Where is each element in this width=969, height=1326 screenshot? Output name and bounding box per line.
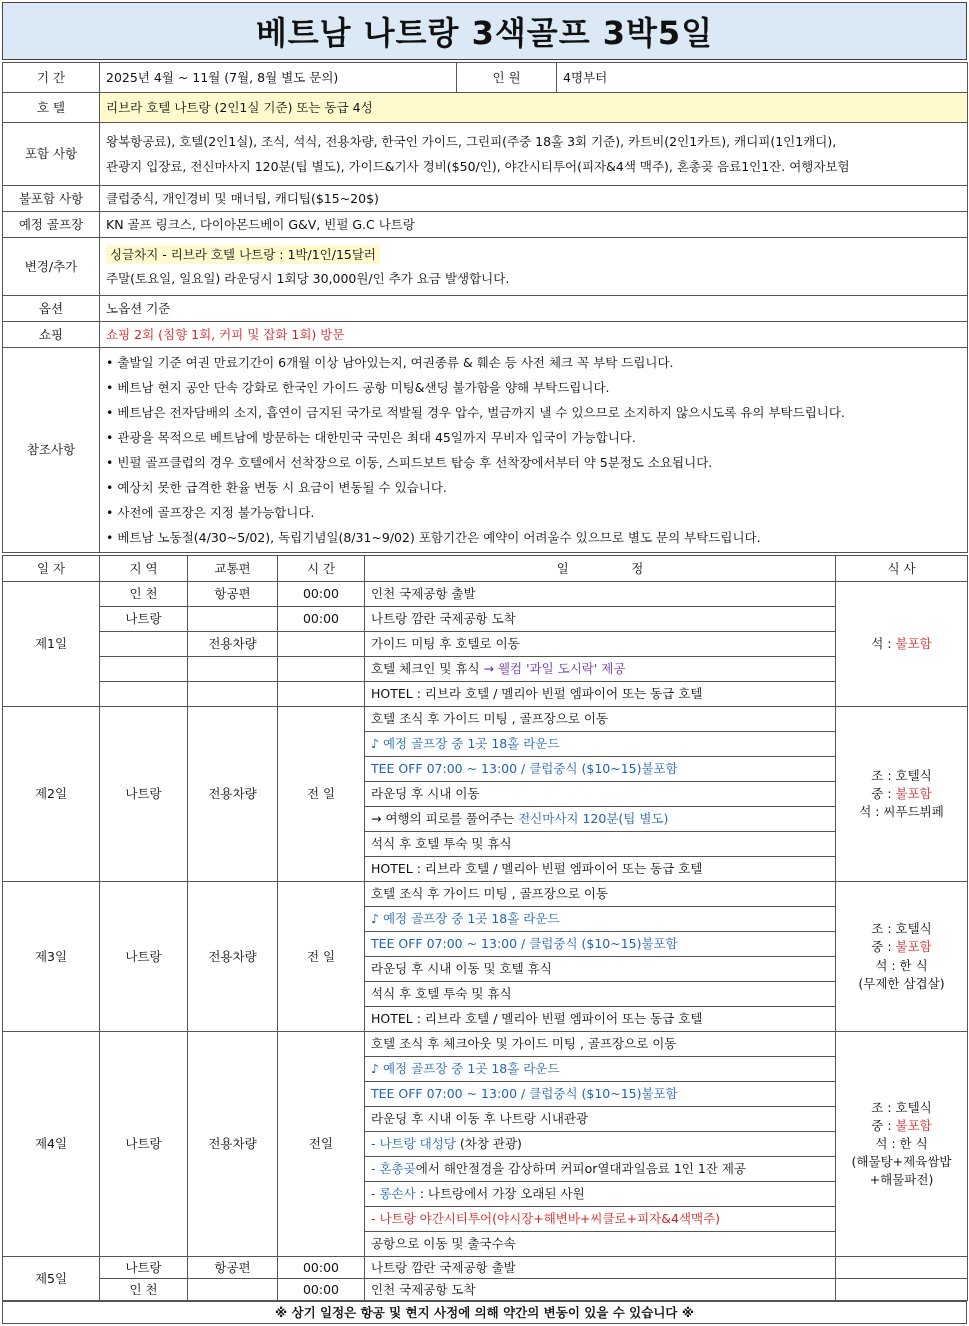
option-label: 옵션 [3, 296, 100, 322]
day2-label: 제2일 [3, 707, 100, 882]
day4-plan: 호텔 조식 후 체크아웃 및 가이드 미팅 , 골프장으로 이동 [365, 1032, 836, 1057]
music-note-icon: ♪ [371, 736, 379, 752]
day1-plan: 나트랑 깜란 국제공항 도착 [365, 607, 836, 632]
golf-course-label: 예정 골프장 [3, 212, 100, 238]
plan-highlight: 전신마사지 120분(팁 별도) [518, 811, 669, 827]
people-value: 4명부터 [557, 63, 968, 93]
plan-text: 예정 골프장 중 1곳 18홀 라운드 [382, 911, 560, 927]
day3-time: 전 일 [278, 882, 365, 1032]
day3-plan: 석식 후 호텔 투숙 및 휴식 [365, 982, 836, 1007]
day1-plan: 인천 국제공항 출발 [365, 582, 836, 607]
day3-plan: HOTEL : 리브라 호텔 / 멜리아 빈펄 엠파이어 또는 동급 호텔 [365, 1007, 836, 1032]
included-label: 포함 사항 [3, 123, 100, 186]
day2-plan [365, 732, 836, 757]
day4-time: 전일 [278, 1032, 365, 1257]
notes-label: 참조사항 [3, 348, 100, 553]
single-charge-note: 싱글차지 - 리브라 호텔 나트랑 : 1박/1인/15달러 [106, 245, 380, 264]
day1-time: 00:00 [278, 607, 365, 632]
header-time: 시 간 [278, 556, 365, 582]
included-value [100, 123, 968, 186]
day2-plan [365, 807, 836, 832]
plan-highlight: → 웰컴 '과일 도시락' 제공 [483, 661, 626, 677]
schedule-table [2, 555, 968, 1301]
day1-time: 00:00 [278, 582, 365, 607]
dinner-detail: (무제한 삼겹살) [858, 975, 945, 991]
day4-plan: 라운딩 후 시내 이동 후 나트랑 시내관광 [365, 1107, 836, 1132]
dinner: 석 : 한 식 [875, 957, 928, 973]
excluded-label: 불포함 사항 [3, 186, 100, 212]
golf-course-value: KN 골프 링크스, 다이아몬드베이 G&V, 빈펄 G.C 나트랑 [100, 212, 968, 238]
day4-plan: 공항으로 이동 및 출국수속 [365, 1232, 836, 1257]
note-item: • 베트남은 전자담배의 소지, 흡연이 금지된 국가로 적발될 경우 압수, 벌금까지 낼 수 있으므로 소지하지 않으시도록 유의 부탁드립니다. [106, 400, 961, 425]
plan-text: 예정 골프장 중 1곳 18홀 라운드 [382, 1061, 560, 1077]
day1-transport: 항공편 [188, 582, 278, 607]
note-item: • 사전에 골프장은 지정 불가능합니다. [106, 500, 961, 525]
day2-meal [836, 707, 968, 882]
note-item: • 출발일 기준 여권 만료기간이 6개월 이상 남아있는지, 여권종류 & 훼손 등 사전 체크 꼭 부탁 드립니다. [106, 350, 961, 375]
day1-meal [836, 582, 968, 707]
day5-region: 나트랑 [100, 1257, 188, 1279]
note-item: • 관광을 목적으로 베트남에 방문하는 대한민국 국민은 최대 45일까지 무비자 입국이 가능합니다. [106, 425, 961, 450]
day5-transport [188, 1279, 278, 1301]
day5-plan: 인천 국제공항 도착 [365, 1279, 836, 1301]
plan-text: → 여행의 피로를 풀어주는 [371, 811, 519, 827]
day1-time [278, 657, 365, 682]
day4-plan: - 나트랑 야간시티투어(야시장+해변바+씨클로+피자&4색맥주) [365, 1207, 836, 1232]
change-label: 변경/추가 [3, 238, 100, 296]
included-line-2: 관광지 입장료, 전신마사지 120분(팁 별도), 가이드&기사 경비($50/인), 야간시티투어(피자&4색 맥주), 혼총곶 음료1인1잔. 여행자보험 [106, 159, 850, 174]
day5-transport: 항공편 [188, 1257, 278, 1279]
music-note-icon: ♪ [371, 1061, 379, 1077]
plan-text: 호텔 체크인 및 휴식 [371, 661, 484, 677]
day1-plan: 가이드 미팅 후 호텔로 이동 [365, 632, 836, 657]
music-note-icon: ♪ [371, 911, 379, 927]
lunch-label: 중 : [871, 785, 896, 801]
lunch-label: 중 : [871, 939, 896, 955]
day2-plan: 라운딩 후 시내 이동 [365, 782, 836, 807]
day1-region [100, 632, 188, 657]
plan-text: (차창 관광) [455, 1136, 522, 1152]
breakfast: 조 : 호텔식 [871, 1099, 932, 1115]
day3-plan [365, 907, 836, 932]
day1-transport [188, 607, 278, 632]
day3-meal [836, 882, 968, 1032]
period-label: 기 간 [3, 63, 100, 93]
dinner: 석 : 한 식 [875, 1135, 928, 1151]
shopping-value: 쇼핑 2회 (침향 1회, 커피 및 잡화 1회) 방문 [100, 322, 968, 348]
day2-plan: HOTEL : 리브라 호텔 / 멜리아 빈펄 엠파이어 또는 동급 호텔 [365, 857, 836, 882]
day1-plan [365, 657, 836, 682]
day4-plan [365, 1057, 836, 1082]
day2-plan: TEE OFF 07:00 ~ 13:00 / 클럽중식 ($10~15)불포함 [365, 757, 836, 782]
dinner: 석 : 씨푸드뷔페 [859, 804, 944, 820]
plan-highlight: - 나트랑 대성당 [371, 1136, 456, 1152]
lunch-value: 불포함 [895, 1117, 932, 1133]
lunch [842, 1117, 961, 1135]
day4-region: 나트랑 [100, 1032, 188, 1257]
day4-label: 제4일 [3, 1032, 100, 1257]
day2-plan: 석식 후 호텔 투숙 및 휴식 [365, 832, 836, 857]
day3-transport: 전용차량 [188, 882, 278, 1032]
note-item: • 베트남 현지 공안 단속 강화로 한국인 가이드 공항 미팅&샌딩 불가함을 양해 부탁드립니다. [106, 375, 961, 400]
day2-region: 나트랑 [100, 707, 188, 882]
period-value: 2025년 4월 ~ 11월 (7월, 8월 별도 문의) [100, 63, 457, 93]
excluded-value: 클럽중식, 개인경비 및 매너팁, 캐디팁($15~20$) [100, 186, 968, 212]
day3-plan: TEE OFF 07:00 ~ 13:00 / 클럽중식 ($10~15)불포함 [365, 932, 836, 957]
footer-notice: ※ 상기 일정은 항공 및 현지 사정에 의해 약간의 변동이 있을 수 있습니다 ※ [2, 1301, 967, 1324]
day1-transport [188, 657, 278, 682]
hotel-value: 리브라 호텔 나트랑 (2인1실 기준) 또는 동급 4성 [100, 93, 968, 123]
included-line-1: 왕복항공료), 호텔(2인1실), 조식, 석식, 전용차량, 한국인 가이드, 그린피(주중 18홀 3회 기준), 카트비(2인1카트), 캐디피(1인1캐디), [106, 134, 837, 149]
day2-time: 전 일 [278, 707, 365, 882]
note-item: • 예상치 못한 급격한 환율 변동 시 요금이 변동될 수 있습니다. [106, 475, 961, 500]
dinner-detail: +해물파전) [869, 1172, 934, 1188]
day1-transport: 전용차량 [188, 632, 278, 657]
day2-plan: 호텔 조식 후 가이드 미팅 , 골프장으로 이동 [365, 707, 836, 732]
plan-highlight: - 롱손사 [371, 1186, 416, 1202]
day3-label: 제3일 [3, 882, 100, 1032]
day5-region: 인 천 [100, 1279, 188, 1301]
day1-transport [188, 682, 278, 707]
note-item: • 빈펄 골프클럽의 경우 호텔에서 선착장으로 이동, 스피드보트 탑승 후 선착장에서부터 약 5분정도 소요됩니다. [106, 450, 961, 475]
day3-region: 나트랑 [100, 882, 188, 1032]
shopping-label: 쇼핑 [3, 322, 100, 348]
weekend-surcharge-note: 주말(토요일, 일요일) 라운딩시 1회당 30,000원/인 추가 요금 발생합니다. [106, 270, 510, 286]
breakfast: 조 : 호텔식 [871, 921, 932, 937]
note-item: • 베트남 노동절(4/30~5/02), 독립기념일(8/31~9/02) 포함기간은 예약이 어려울수 있으므로 별도 문의 부탁드립니다. [106, 525, 961, 550]
meal-label: 석 : [871, 635, 896, 651]
day5-time: 00:00 [278, 1257, 365, 1279]
lunch-value: 불포함 [895, 939, 932, 955]
info-table [2, 62, 968, 553]
meal-value: 불포함 [895, 635, 932, 651]
day2-transport: 전용차량 [188, 707, 278, 882]
day4-meal [836, 1032, 968, 1257]
header-region: 지 역 [100, 556, 188, 582]
notes-list [106, 348, 961, 552]
day4-plan [365, 1182, 836, 1207]
notes-cell [100, 348, 968, 553]
change-value [100, 238, 968, 296]
day4-plan: TEE OFF 07:00 ~ 13:00 / 클럽중식 ($10~15)불포함 [365, 1082, 836, 1107]
lunch [842, 938, 961, 956]
plan-highlight: - 혼총곶 [371, 1161, 416, 1177]
lunch-value: 불포함 [895, 785, 932, 801]
header-day: 일 자 [3, 556, 100, 582]
day1-plan: HOTEL : 리브라 호텔 / 멜리아 빈펄 엠파이어 또는 동급 호텔 [365, 682, 836, 707]
day5-plan: 나트랑 깜란 국제공항 출발 [365, 1257, 836, 1279]
hotel-label: 호 텔 [3, 93, 100, 123]
plan-text: 예정 골프장 중 1곳 18홀 라운드 [382, 736, 560, 752]
header-meal: 식 사 [836, 556, 968, 582]
header-transport: 교통편 [188, 556, 278, 582]
day3-plan: 호텔 조식 후 가이드 미팅 , 골프장으로 이동 [365, 882, 836, 907]
day1-label: 제1일 [3, 582, 100, 707]
page-title: 베트남 나트랑 3색골프 3박5일 [2, 2, 967, 60]
day1-region: 인 천 [100, 582, 188, 607]
day1-time [278, 632, 365, 657]
plan-text: : 나트랑에서 가장 오래된 사원 [415, 1186, 585, 1202]
day5-meal [836, 1279, 968, 1301]
day1-region: 나트랑 [100, 607, 188, 632]
breakfast: 조 : 호텔식 [871, 767, 932, 783]
lunch [842, 785, 961, 803]
day3-plan: 라운딩 후 시내 이동 및 호텔 휴식 [365, 957, 836, 982]
lunch-label: 중 : [871, 1117, 896, 1133]
plan-text: 에서 해안절경을 감상하며 커피or열대과일음료 1인 1잔 제공 [415, 1161, 746, 1177]
day4-plan [365, 1157, 836, 1182]
people-label: 인 원 [457, 63, 557, 93]
day4-plan [365, 1132, 836, 1157]
day5-time: 00:00 [278, 1279, 365, 1301]
day4-transport: 전용차량 [188, 1032, 278, 1257]
day1-time [278, 682, 365, 707]
dinner-detail: (해물탕+제육쌈밥 [851, 1154, 952, 1170]
day5-meal [836, 1257, 968, 1279]
option-value: 노옵션 기준 [100, 296, 968, 322]
header-plan: 일 정 [365, 556, 836, 582]
day5-label: 제5일 [3, 1257, 100, 1301]
day1-region [100, 657, 188, 682]
day1-region [100, 682, 188, 707]
